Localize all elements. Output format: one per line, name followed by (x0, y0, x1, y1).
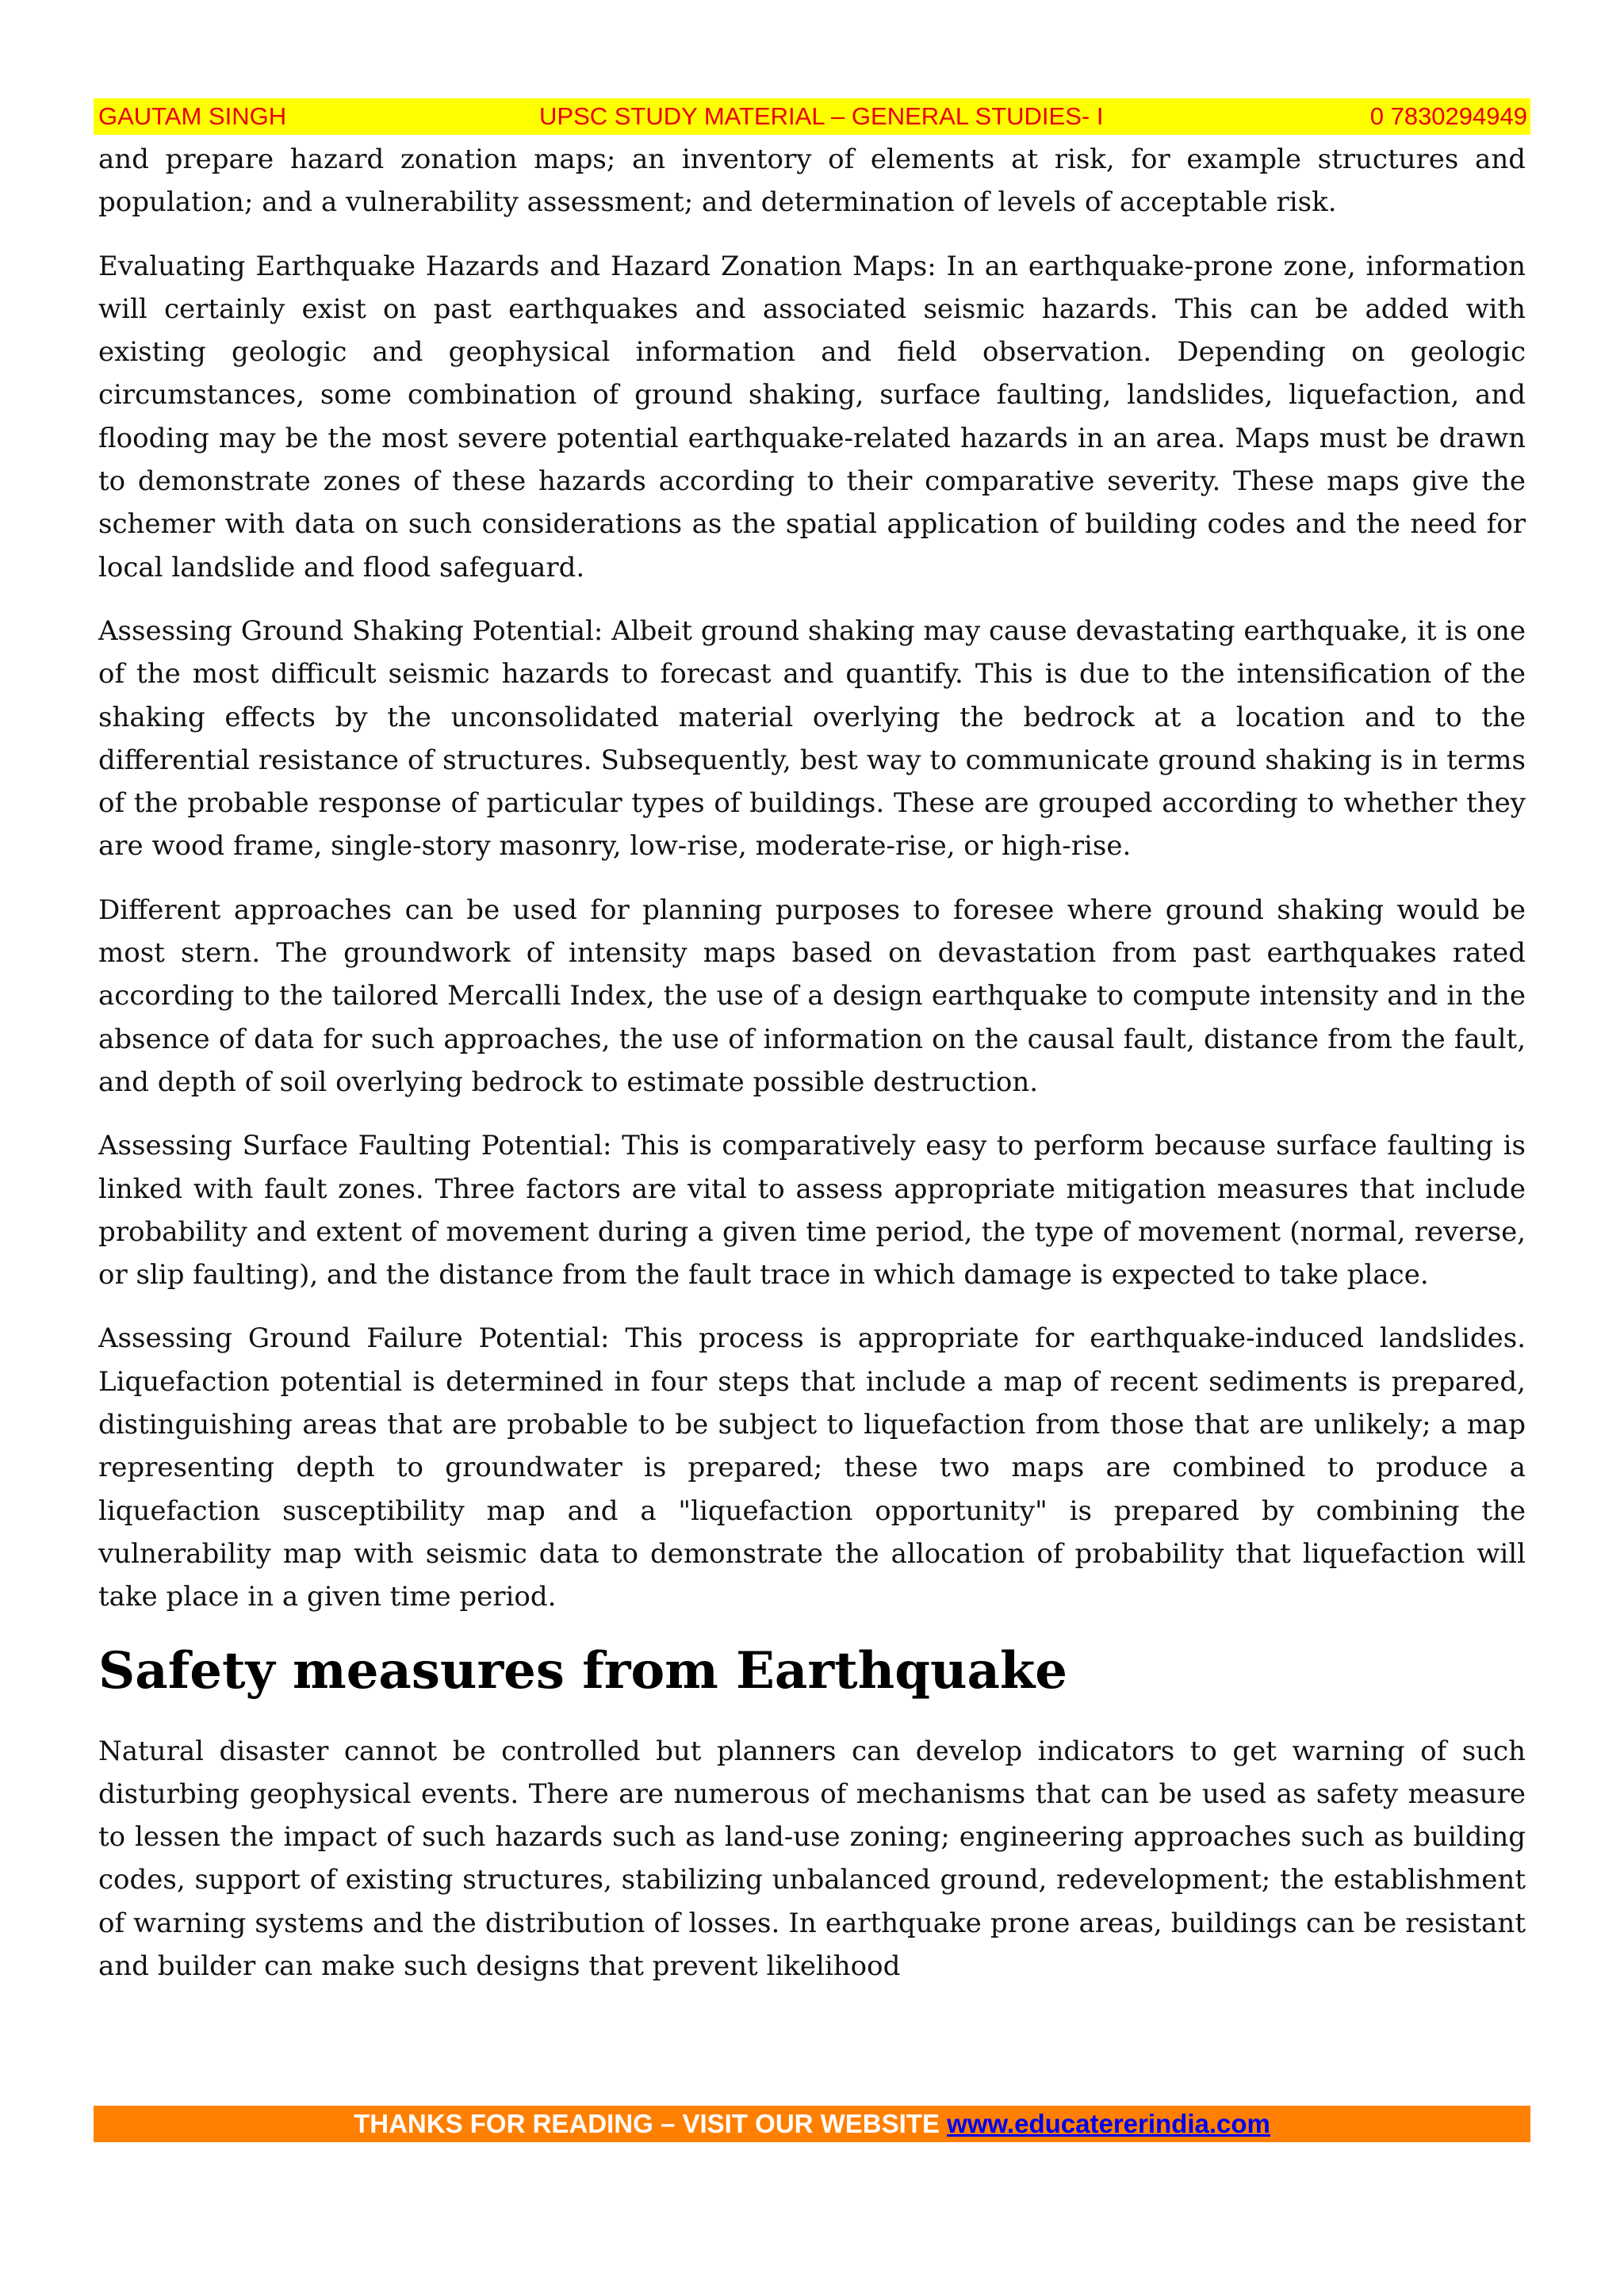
paragraph: Natural disaster cannot be controlled but planners can develop indicators to get warning of such disturbing geophysical events. There are numerous of mechanisms that can be used as safety measure to lessen the impact of such hazards such as land-use zoning; engineering approaches such as building codes, support of existing structures, stabilizing unbalanced ground, redevelopment; the establishment of warning systems and the distribution of losses. In earthquake prone areas, buildings can be resistant and builder can make such designs that prevent likelihood (98, 1735, 1526, 1982)
section-heading: Safety measures from Earthquake (98, 1640, 1067, 1701)
paragraph: Assessing Ground Failure Potential: This process is appropriate for earthquake-induced landslides. Liquefaction potential is determined in four steps that include a map of recent sediments is prepared, distinguishing areas that are probable to be subject to liquefaction from those that are unlikely; a map representing depth to groundwater is prepared; these two maps are combined to produce a liquefaction susceptibility map and a "liquefaction opportunity" is prepared by combining the vulnerability map with seismic data to demonstrate the allocation of probability that liquefaction will take place in a given time period. (98, 1322, 1526, 1613)
page-footer (94, 2106, 1530, 2142)
page-header (94, 98, 1530, 135)
paragraph: and prepare hazard zonation maps; an inventory of elements at risk, for example structures and population; and a vulnerability assessment; and determination of levels of acceptable risk. (98, 144, 1526, 219)
header-phone: 0 7830294949 (1369, 102, 1527, 130)
website-link[interactable]: www.educatererindia.com (947, 2109, 1270, 2138)
paragraph: Assessing Surface Faulting Potential: This is comparatively easy to perform because surface faulting is linked with fault zones. Three factors are vital to assess appropriate mitigation measures that include probability and extent of movement during a given time period, the type of movement (normal, reverse, or slip faulting), and the distance from the fault trace in which damage is expected to take place. (98, 1130, 1526, 1292)
paragraph: Different approaches can be used for planning purposes to foresee where ground shaking would be most stern. The groundwork of intensity maps based on devastation from past earthquakes rated according to the tailored Mercalli Index, the use of a design earthquake to compute intensity and in the absence of data for such approaches, the use of information on the causal fault, distance from the fault, and depth of soil overlying bedrock to estimate possible destruction. (98, 894, 1526, 1098)
header-title: UPSC STUDY MATERIAL – GENERAL STUDIES- I (539, 102, 1104, 130)
paragraph: Evaluating Earthquake Hazards and Hazard Zonation Maps: In an earthquake-prone zone, information will certainly exist on past earthquakes and associated seismic hazards. This can be added with existing geologic and geophysical information and field observation. Depending on geologic circumstances, some combination of ground shaking, surface faulting, landslides, liquefaction, and flooding may be the most severe potential earthquake-related hazards in an area. Maps must be drawn to demonstrate zones of these hazards according to their comparative severity. These maps give the schemer with data on such considerations as the spatial application of building codes and the need for local landslide and flood safeguard. (98, 250, 1526, 584)
page-content (98, 138, 1526, 2008)
header-author: GAUTAM SINGH (98, 102, 287, 130)
footer-text: THANKS FOR READING – VISIT OUR WEBSITE (354, 2109, 948, 2138)
paragraph: Assessing Ground Shaking Potential: Albeit ground shaking may cause devastating earthquake, it is one of the most difficult seismic hazards to forecast and quantify. This is due to the intensification of the shaking effects by the unconsolidated material overlying the bedrock at a location and to the differential resistance of structures. Subsequently, best way to communicate ground shaking is in terms of the probable response of particular types of buildings. These are grouped according to whether they are wood frame, single-story masonry, low-rise, moderate-rise, or high-rise. (98, 614, 1526, 863)
